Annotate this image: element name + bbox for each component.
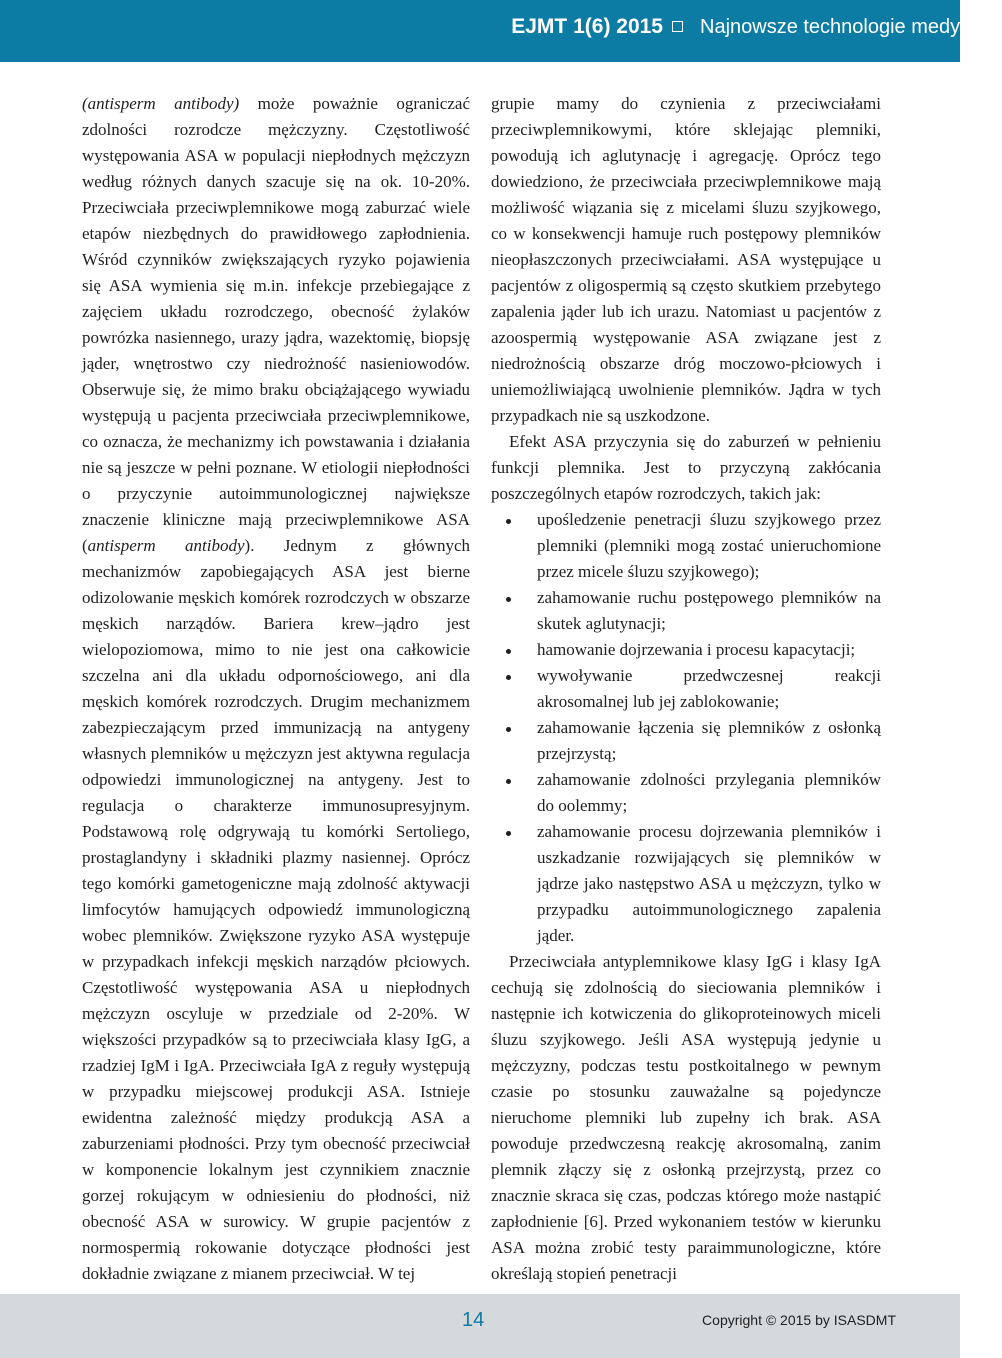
list-item: wywoływanie przedwczesnej reakcji akrosomalnej lub jej zablokowanie; xyxy=(491,663,881,715)
right-paragraph-1: grupie mamy do czynienia z przeciwciałami przeciwplemnikowymi, które sklejając plemniki, powodują ich aglutynację i agregację. Oprócz tego dowiedziono, że przeciwciała przeciwplemnikowe mają możliwość wiązania się z micelami śluzu szyjkowego, co w konsekwencji hamuje ruch postępowy plemników nieopłaszczonych przeciwciałami. ASA występujące u pacjentów z oligospermią są często skutkiem przebytego zapalenia jąder lub ich urazu. Natomiast u pacjentów z azoospermią występowanie ASA związane jest z niedrożnością obszarze dróg moczowo-płciowych i uniemożliwiającą uwolnienie plemników. Jądra w tych przypadkach nie są uszkodzone. xyxy=(491,94,881,425)
page-number: 14 xyxy=(462,1309,485,1331)
italic-term: antisperm antibody xyxy=(87,536,245,555)
list-item: zahamowanie łączenia się plemników z osłonką przejrzystą; xyxy=(491,715,881,767)
list-item: zahamowanie zdolności przylegania plemników do oolemmy; xyxy=(491,767,881,819)
list-item: hamowanie dojrzewania i procesu kapacytacji; xyxy=(491,637,881,663)
right-paragraph-2: Efekt ASA przyczynia się do zaburzeń w pełnieniu funkcji plemnika. Jest to przyczyną zakłócania poszczególnych etapów rozrodczych, takich jak: xyxy=(491,432,881,503)
body-text: ). Jednym z głównych mechanizmów zapobiegających ASA jest bierne odizolowanie męskich komórek rozrodczych w obszarze męskich narządów. Bariera krew–jądro jest wielopoziomowa, mimo to nie jest ona całkowicie szczelna ani dla układu odpornościowego, ani dla męskich komórek rozrodczych. Drugim mechanizmem zabezpieczającym przed immunizacją na antygeny własnych plemników u mężczyzn jest aktywna regulacja odpowiedzi immunologicznej na antygeny. Jest to regulacja o charakterze immunosupresyjnym. Podstawową rolę odgrywają tu komórki Sertoliego, prostaglandyny i składniki plazmy nasiennej. Oprócz tego komórki gametogeniczne mają zdolność aktywacji limfocytów hamujących odpowiedź immunologiczną wobec plemników. Zwiększone ryzyko ASA występuje w przypadkach infekcji męskich narządów płciowych. Częstotliwość występowania ASA u niepłodnych mężczyzn oscyluje w przedziale od 2-20%. W większości przypadków są to przeciwciała klasy IgG, a rzadziej IgM i IgA. Przeciwciała IgA z reguły występują w przypadku miejscowej produkcji ASA. Istnieje ewidentna zależność między produkcją ASA a zaburzeniami płodności. Przy tym obecność przeciwciał w komponencie lokalnym jest czynnikiem znacznie gorzej rokującym w odniesieniu do płodności, niż obecność ASA w surowicy. W grupie pacjentów z normospermią rokowanie dotyczące płodności jest dokładnie związane z mianem przeciwciał. W tej xyxy=(82,536,470,1283)
list-item: upośledzenie penetracji śluzu szyjkowego przez plemniki (plemniki mogą zostać unieruchomione przez micele śluzu szyjkowego); xyxy=(491,507,881,585)
left-paragraph xyxy=(82,91,470,1287)
body-text: może poważnie ograniczać zdolności rozrodcze mężczyzny. Częstotliwość występowania ASA w populacji niepłodnych mężczyzn według różnych danych szacuje się na ok. 10-20%. Przeciwciała przeciwplemnikowe mogą zaburzać wiele etapów niezbędnych do prawidłowego zapłodnienia. Wśród czynników zwiększających ryzyko pojawienia się ASA wymienia się m.in. infekcje przebiegające z zajęciem układu rozrodczego, obecność żylaków powrózka nasiennego, urazy jądra, wazektomię, biopsję jąder, wnętrostwo czy niedrożność nasieniowodów. Obserwuje się, że mimo braku obciążającego wywiadu występują u pacjenta przeciwciała przeciwplemnikowe, co oznacza, że mechanizmy ich powstawania i działania nie są jeszcze w pełni poznane. W etiologii niepłodności o przyczynie autoimmunologicznej największe znaczenie kliniczne mają przeciwplemnikowe ASA ( xyxy=(82,94,470,555)
italic-term: (antisperm antibody) xyxy=(82,94,240,113)
left-column xyxy=(82,91,470,1287)
journal-name: EJMT 1(6) 2015 xyxy=(511,15,663,38)
journal-title xyxy=(511,15,692,39)
copyright-notice: Copyright © 2015 by ISASDMT xyxy=(702,1312,896,1328)
right-column xyxy=(491,91,881,1287)
list-item: zahamowanie ruchu postępowego plemników na skutek aglutynacji; xyxy=(491,585,881,637)
section-title: Najnowsze technologie medyczne xyxy=(700,16,1002,38)
right-paragraph-3: Przeciwciała antyplemnikowe klasy IgG i klasy IgA cechują się zdolnością do sieciowania plemników i następnie ich kotwiczenia do glikoproteinowych miceli śluzu szyjkowego. Jeśli ASA występują jedynie u mężczyzny, podczas testu postkoitalnego w pewnym czasie po stosunku zauważalne są pojedyncze nieruchome plemniki lub zupełny ich brak. ASA powoduje przedwczesną reakcję akrosomalną, zanim plemnik złączy się z osłonką przejrzystą, przez co znacznie skraca się czas, podczas którego może nastąpić zapłodnienie [6]. Przed wykonaniem testów w kierunku ASA można zrobić testy paraimmunologiczne, które określają stopień penetracji xyxy=(491,952,881,1283)
bullet-list xyxy=(491,507,881,949)
list-item: zahamowanie procesu dojrzewania plemników i uszkadzanie rozwijających się plemników w jądrze jako następstwo ASA u mężczyzn, tylko w przypadku autoimmunologicznego zapalenia jąder. xyxy=(491,819,881,949)
separator-square-icon xyxy=(672,21,683,32)
